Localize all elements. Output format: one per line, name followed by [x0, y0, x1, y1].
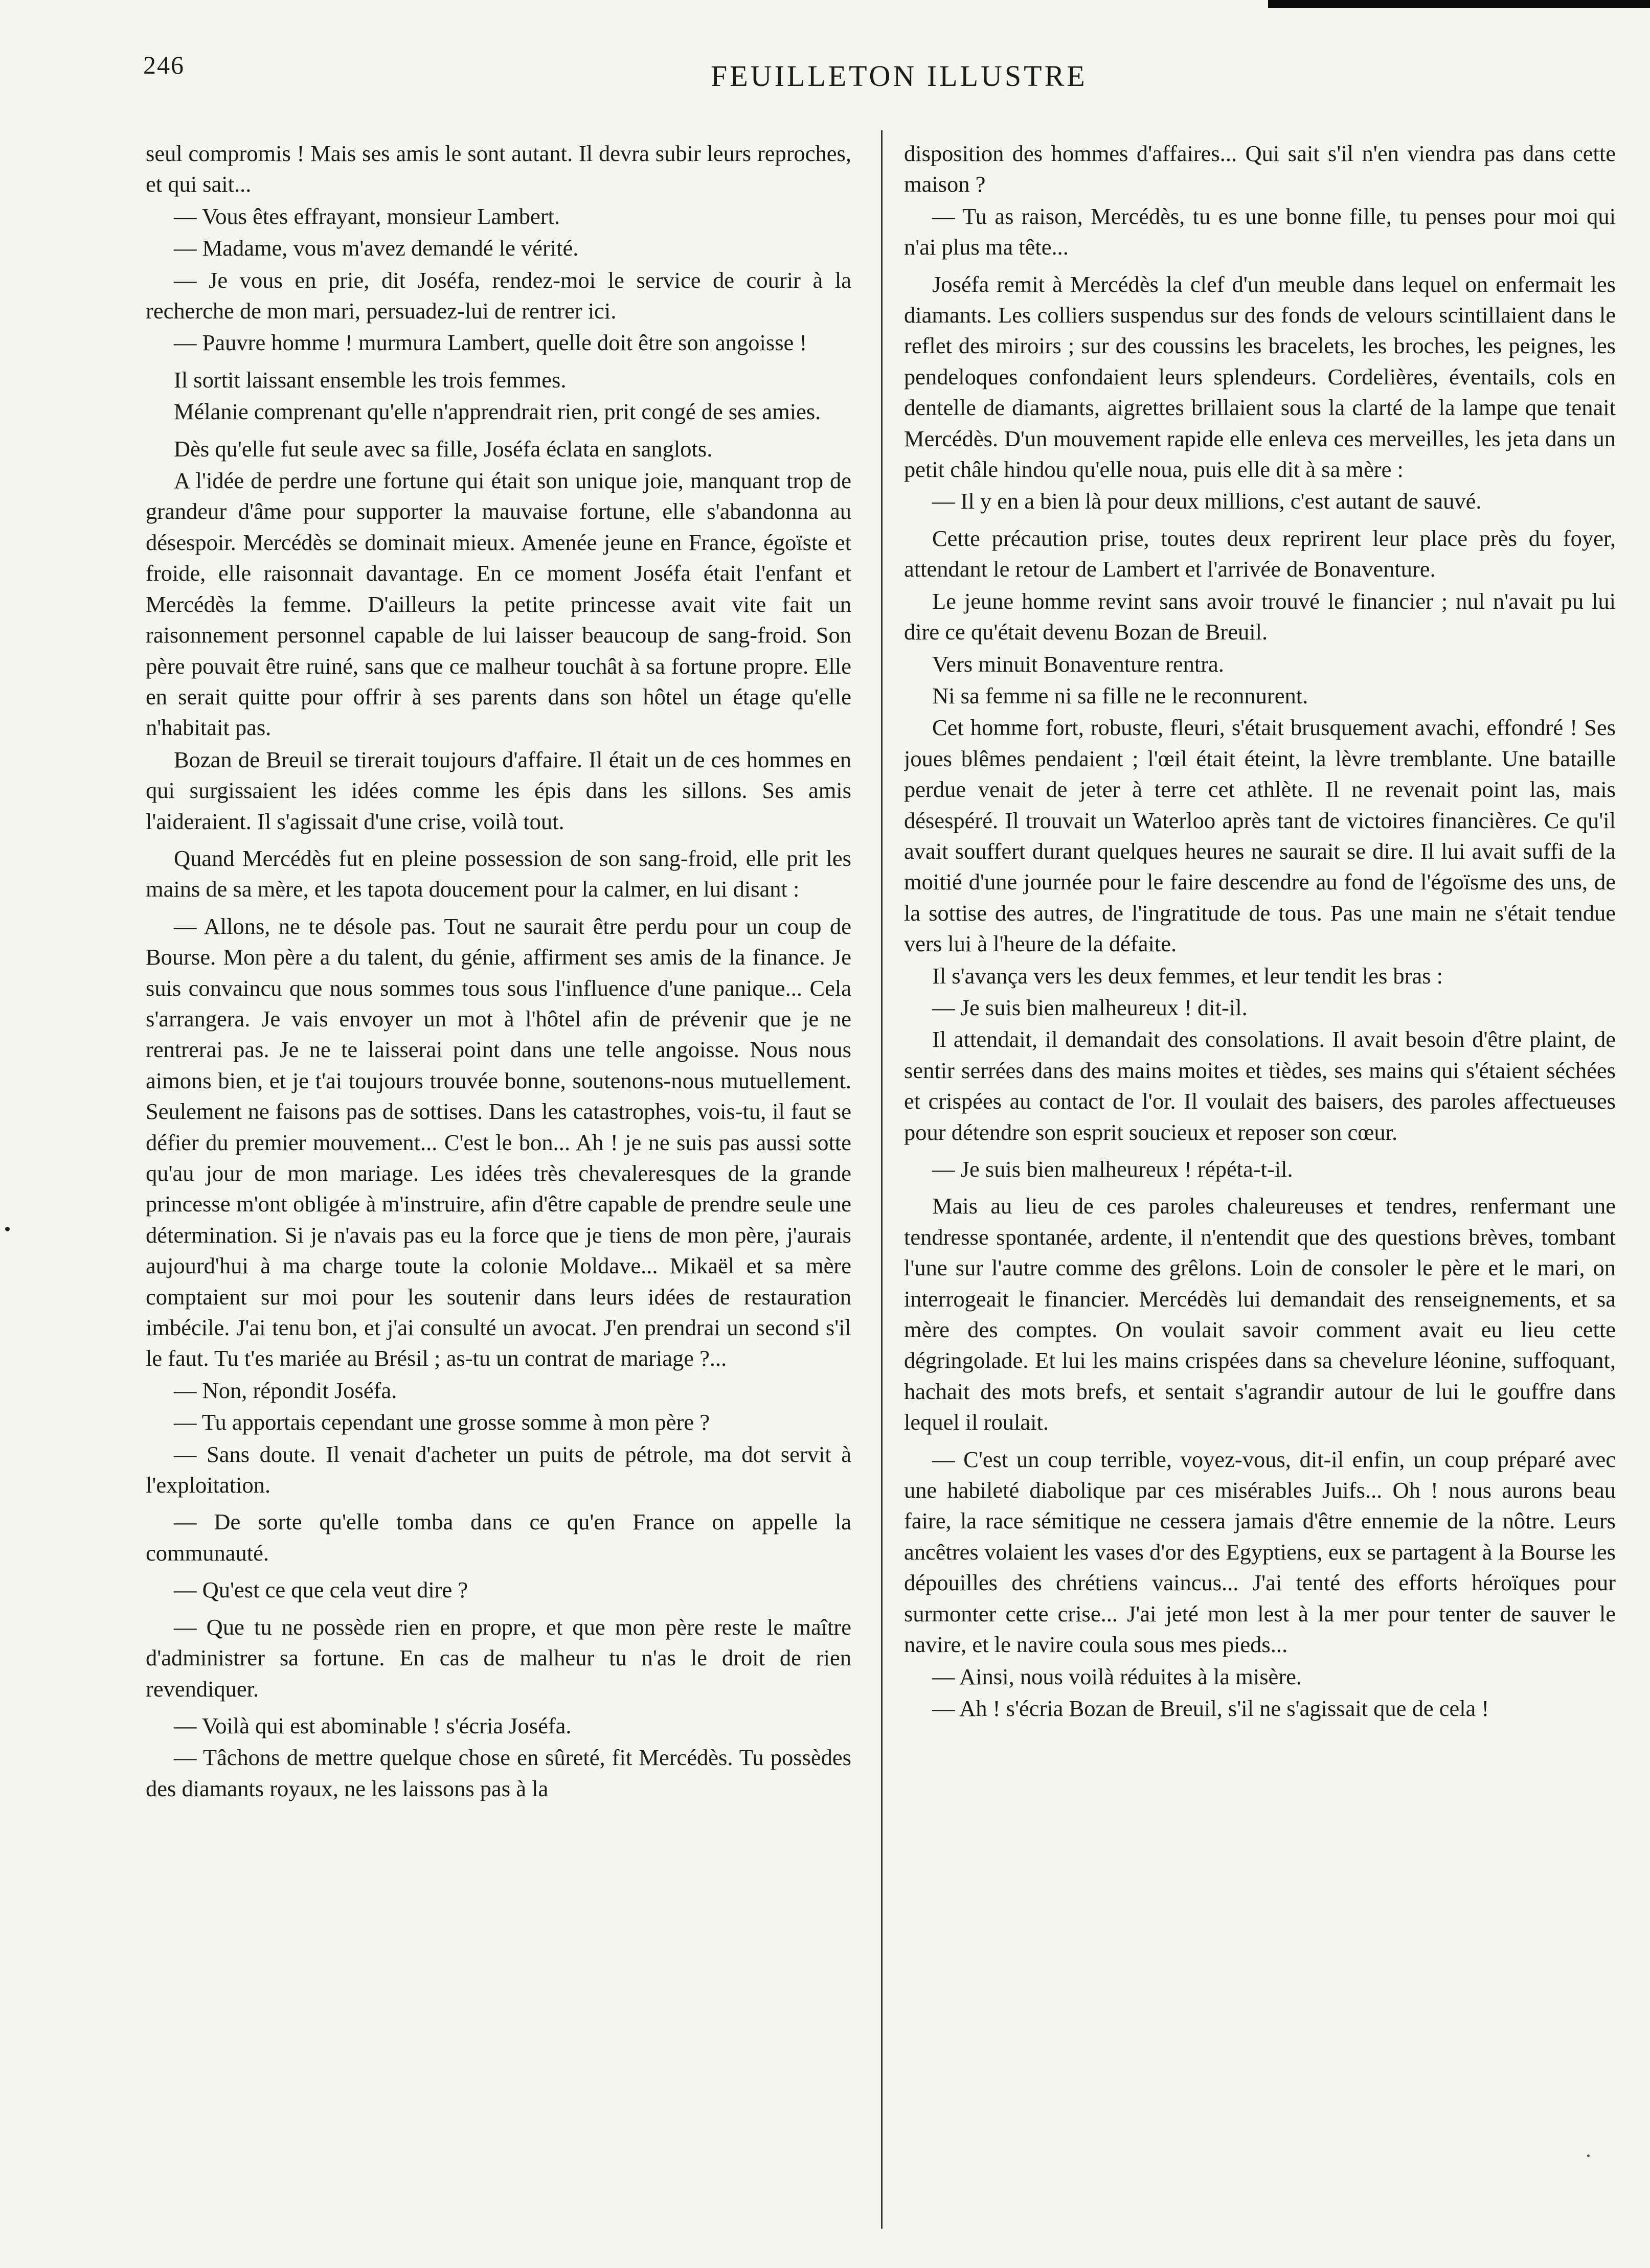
- paragraph: disposition des hommes d'affaires... Qui sait s'il n'en viendra pas dans cette maison ?: [904, 141, 1616, 197]
- page-number: 246: [143, 51, 185, 79]
- paragraph: — Qu'est ce que cela veut dire ?: [174, 1577, 468, 1603]
- paragraph: Quand Mercédès fut en pleine possession de son sang-froid, elle prit les mains de sa mère, et les tapota doucement pour la calmer, en lui disant :: [146, 845, 851, 902]
- paragraph: — Sans doute. Il venait d'acheter un puits de pétrole, ma dot servit à l'exploitation.: [146, 1441, 851, 1498]
- paragraph: Le jeune homme revint sans avoir trouvé le financier ; nul n'avait pu lui dire ce qu'était devenu Bozan de Breuil.: [904, 588, 1616, 645]
- column-divider: [881, 130, 883, 2229]
- page-header: [143, 41, 1650, 102]
- paragraph: — Ainsi, nous voilà réduites à la misère.: [932, 1663, 1302, 1689]
- paragraph: — Que tu ne possède rien en propre, et que mon père reste le maître d'administrer sa fortune. En cas de malheur tu n'as le droit de rien revendiquer.: [146, 1614, 851, 1702]
- margin-mark: [1587, 2155, 1590, 2157]
- paragraph: — Pauvre homme ! murmura Lambert, quelle doit être son angoisse !: [174, 330, 807, 356]
- paragraph: Cet homme fort, robuste, fleuri, s'était brusquement avachi, effondré ! Ses joues blêmes pendaient ; l'œil était éteint, la lèvre tremblante. Une bataille perdue venait de jeter à terre cet athlète. Il ne revenait point las, mais désespéré. Il trouvait un Waterloo après tant de victoires financières. Ce qu'il avait souffert durant quelques heures ne saurait se dire. Il lui avait suffi de la moitié d'une journée pour le faire descendre au fond de l'égoïsme des uns, de la sottise des autres, de l'ingratitude de tous. Pas une main ne s'était tendue vers lui à l'heure de la défaite.: [904, 715, 1616, 957]
- paragraph: Bozan de Breuil se tirerait toujours d'affaire. Il était un de ces hommes en qui surgissaient les idées comme les épis dans les sillons. Ses amis l'aideraient. Il s'agissait d'une crise, voilà tout.: [146, 746, 851, 834]
- paragraph: — Voilà qui est abominable ! s'écria Joséfa.: [174, 1712, 572, 1738]
- paragraph: — Je suis bien malheureux ! répéta-t-il.: [932, 1156, 1293, 1182]
- paragraph: — Je vous en prie, dit Joséfa, rendez-moi le service de courir à la recherche de mon mari, persuadez-lui de rentrer ici.: [146, 267, 851, 324]
- paragraph: — Ah ! s'écria Bozan de Breuil, s'il ne s'agissait que de cela !: [932, 1695, 1489, 1721]
- paragraph: — Je suis bien malheureux ! dit-il.: [932, 994, 1248, 1020]
- margin-mark: [5, 1227, 10, 1231]
- paragraph: — Non, répondit Joséfa.: [174, 1377, 397, 1403]
- paragraph: Joséfa remit à Mercédès la clef d'un meuble dans lequel on enfermait les diamants. Les colliers suspendus sur des fonds de velours scintillaient dans le reflet des miroirs ; sur des coussins les bracelets, les broches, les peignes, les pendeloques confondaient leurs splendeurs. Cordelières, éventails, cols en dentelle de diamants, aigrettes brillaient sous la clarté de la lampe que tenait Mercédès. D'un mouvement rapide elle enleva ces merveilles, les jeta dans un petit châle hindou qu'elle noua, puis elle dit à sa mère :: [904, 271, 1616, 483]
- paragraph: Il s'avança vers les deux femmes, et leur tendit les bras :: [932, 963, 1443, 989]
- paragraph: — C'est un coup terrible, voyez-vous, dit-il enfin, un coup préparé avec une habileté diabolique par ces misérables Juifs... Oh ! nous aurons beau faire, la race sémitique ne cessera jamais d'être ennemie de la nôtre. Leurs ancêtres volaient les vases d'or des Egyptiens, eux se partagent à la Bourse les dépouilles des chrétiens vaincus... J'ai tenté des efforts héroïques pour surmonter cette crise... J'ai jeté mon lest à la mer pour tenter de sauver le navire, et le navire coula sous mes pieds...: [904, 1446, 1616, 1658]
- paragraph: Dès qu'elle fut seule avec sa fille, Joséfa éclata en sanglots.: [174, 436, 713, 462]
- paragraph: Il attendait, il demandait des consolations. Il avait besoin d'être plaint, de sentir serrées dans des mains moites et tièdes, ses mains qui s'étaient séchées et crispées au contact de l'or. Il voulait des baisers, des paroles affectueuses pour détendre son esprit soucieux et reposer son cœur.: [904, 1026, 1616, 1145]
- paragraph: — Tâchons de mettre quelque chose en sûreté, fit Mercédès. Tu possèdes des diamants royaux, ne les laissons pas à la: [146, 1745, 851, 1801]
- paragraph: Il sortit laissant ensemble les trois femmes.: [174, 366, 567, 393]
- top-edge-rule: [1268, 0, 1650, 8]
- left-column: [146, 138, 851, 2234]
- paragraph: — Il y en a bien là pour deux millions, c'est autant de sauvé.: [932, 488, 1482, 514]
- paragraph: — De sorte qu'elle tomba dans ce qu'en France on appelle la communauté.: [146, 1509, 851, 1566]
- right-column: [904, 138, 1616, 2234]
- paragraph: — Vous êtes effrayant, monsieur Lambert.: [174, 203, 560, 229]
- paragraph: Vers minuit Bonaventure rentra.: [932, 651, 1224, 677]
- paragraph: Cette précaution prise, toutes deux reprirent leur place près du foyer, attendant le retour de Lambert et l'arrivée de Bonaventure.: [904, 525, 1616, 582]
- paragraph: Ni sa femme ni sa fille ne le reconnurent.: [932, 682, 1308, 708]
- paragraph: — Tu apportais cependant une grosse somme à mon père ?: [174, 1409, 710, 1435]
- paragraph: Mais au lieu de ces paroles chaleureuses et tendres, renfermant une tendresse spontanée, ardente, il n'entendit que des questions brèves, tombant l'une sur l'autre comme des grêlons. Loin de consoler le père et le mari, on interrogeait le financier. Mercédès lui demandait des renseignements, et sa mère des comptes. On voulait savoir comment avait eu lieu cette dégringolade. Et lui les mains crispées dans sa chevelure léonine, suffoquant, hachait des mots brefs, et sentait s'agrandir autour de lui le gouffre dans lequel il roulait.: [904, 1193, 1616, 1435]
- paragraph: — Tu as raison, Mercédès, tu es une bonne fille, tu penses pour moi qui n'ai plus ma tête...: [904, 203, 1616, 260]
- paragraph: A l'idée de perdre une fortune qui était son unique joie, manquant trop de grandeur d'âme pour supporter la mauvaise fortune, elle s'abandonna au désespoir. Mercédès se dominait mieux. Amenée jeune en France, égoïste et froide, elle raisonnait davantage. En ce moment Joséfa était l'enfant et Mercédès la femme. D'ailleurs la petite princesse avait vite fait un raisonnement personnel capable de lui laisser beaucoup de sang-froid. Son père pouvait être ruiné, sans que ce malheur touchât à sa fortune propre. Elle en serait quitte pour offrir à ses parents dans son hôtel un étage qu'elle n'habitait pas.: [146, 468, 851, 741]
- paragraph: — Allons, ne te désole pas. Tout ne saurait être perdu pour un coup de Bourse. Mon père a du talent, du génie, affirment ses amis de la finance. Je suis convaincu que nous sommes tous sous l'influence d'une panique... Cela s'arrangera. Je vais envoyer un mot à l'hôtel afin de prévenir que je ne rentrerai pas. Je ne te laisserai point dans une telle angoisse. Nous nous aimons bien, et je t'ai toujours trouvée bonne, soutenons-nous mutuellement. Seulement ne faisons pas de sottises. Dans les catastrophes, vois-tu, il faut se défier du premier mouvement... C'est le bon... Ah ! je ne suis pas aussi sotte qu'au jour de mon mariage. Les idées très chevaleresques de la grande princesse m'ont obligée à m'instruire, afin d'être capable de prendre seule une détermination. Si je n'avais pas eu la force que je tiens de mon père, j'aurais aujourd'hui à ma charge toute la colonie Moldave... Mikaël et sa mère comptaient sur moi pour les soutenir dans leurs idées de restauration imbécile. J'ai tenu bon, et j'ai consulté un avocat. J'en prendrai un second s'il le faut. Tu t'es mariée au Brésil ; as-tu un contrat de mariage ?...: [146, 913, 851, 1371]
- running-title: FEUILLETON ILLUSTRE: [711, 59, 1088, 93]
- paragraph: seul compromis ! Mais ses amis le sont autant. Il devra subir leurs reproches, et qui sait...: [146, 141, 851, 197]
- paragraph: — Madame, vous m'avez demandé le vérité.: [174, 235, 579, 261]
- paragraph: Mélanie comprenant qu'elle n'apprendrait rien, prit congé de ses amies.: [174, 399, 821, 425]
